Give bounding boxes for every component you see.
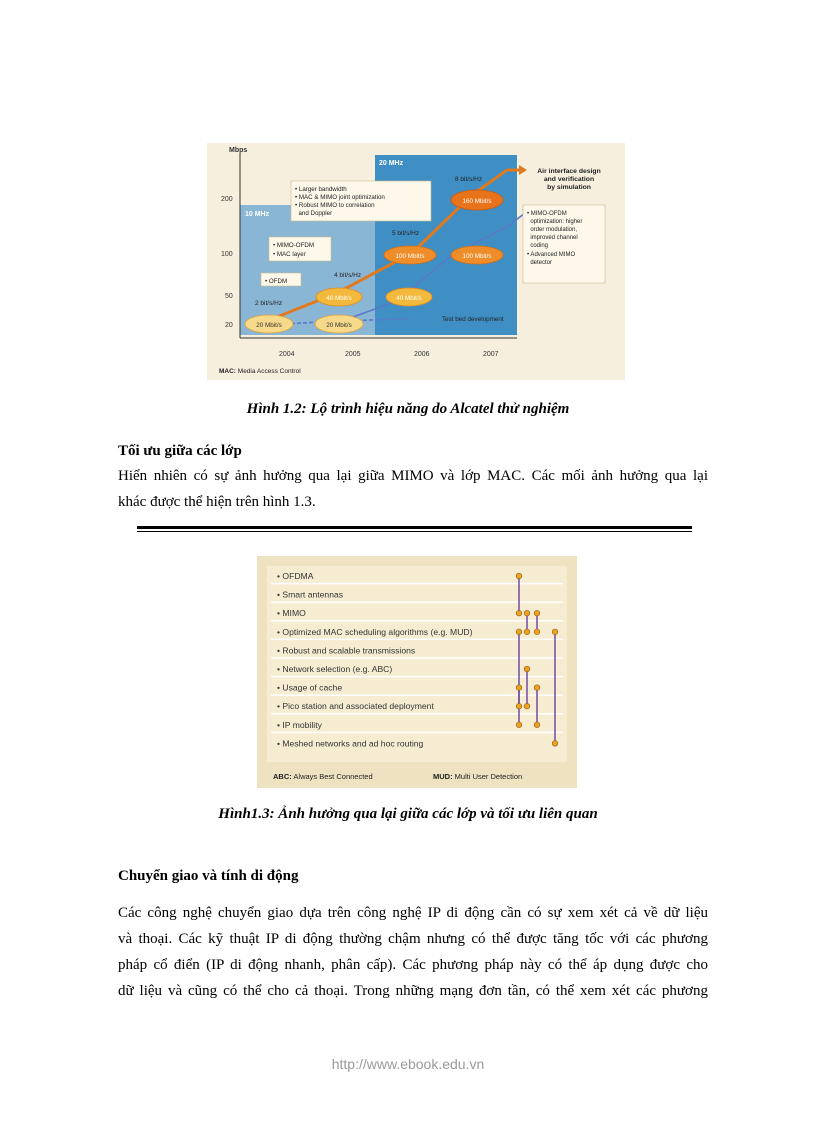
layer-item: • MIMO	[277, 608, 306, 619]
layer-item: • IP mobility	[277, 719, 322, 730]
box-line: and Doppler	[295, 210, 333, 217]
link-dot	[524, 610, 530, 616]
box-line: improved channel	[527, 235, 578, 241]
node-label: 100 Mbit/s	[395, 253, 425, 260]
node-label: 20 Mbit/s	[256, 322, 282, 329]
box-line: • MIMO-OFDM	[527, 211, 567, 217]
air-interface-line: and verification	[543, 176, 595, 183]
box-line: • MIMO-OFDM	[273, 242, 315, 249]
link-dot	[516, 685, 522, 691]
box-line: • Larger bandwidth	[295, 186, 347, 193]
text-line: pháp cổ điển (IP di động nhanh, phân cấp). Các phương pháp này có thể áp dụng được cho	[118, 957, 708, 973]
figure-caption: Hình 1.2: Lộ trình hiệu năng do Alcatel thử nghiệm	[246, 401, 570, 417]
figure-footnote: MAC: Media Access Control	[219, 368, 301, 375]
section-heading: Chuyển giao và tính di động	[118, 868, 299, 884]
node-label: 40 Mbit/s	[326, 295, 352, 302]
abc-legend: ABC: Always Best Connected	[273, 772, 373, 781]
figure-cross-layer	[257, 556, 577, 788]
layer-item: • OFDMA	[277, 571, 314, 581]
node-label: 40 Mbit/s	[396, 295, 422, 302]
footer-url: http://www.ebook.edu.vn	[331, 1056, 485, 1072]
link-dot	[516, 722, 522, 728]
link-dot	[524, 703, 530, 709]
x-tick: 2004	[279, 351, 295, 358]
link-dot	[516, 610, 522, 616]
text-line: Các công nghệ chuyển giao dựa trên công nghệ IP di động cần có sự xem xét cả về dữ liệu	[118, 905, 708, 921]
efficiency-label: 4 bit/s/Hz	[334, 272, 362, 279]
link-dot	[524, 629, 530, 635]
link-dot	[516, 703, 522, 709]
band-label-10: 10 MHz	[245, 211, 270, 218]
layer-item: • Pico station and associated deployment	[277, 701, 434, 712]
y-axis-label: Mbps	[229, 147, 248, 154]
air-interface-line: Air interface design	[537, 168, 601, 175]
divider	[137, 526, 692, 529]
box-line: • MAC & MIMO joint optimization	[295, 194, 385, 201]
link-dot	[516, 629, 522, 635]
link-dot	[524, 666, 530, 672]
figure-performance-roadmap	[207, 143, 625, 380]
node-label: 20 Mbit/s	[326, 322, 352, 329]
link-dot	[552, 629, 558, 635]
y-tick: 20	[225, 322, 233, 329]
node-label: 160 Mbit/s	[462, 198, 492, 205]
text-line: và thoại. Các kỹ thuật IP di động thường chậm nhưng có thể được tăng tốc với các phương	[118, 931, 708, 947]
link-dot	[534, 610, 540, 616]
layer-item: • Smart antennas	[277, 589, 344, 600]
layer-item: • Optimized MAC scheduling algorithms (e.g. MUD)	[277, 626, 473, 637]
section-heading: Tối ưu giữa các lớp	[118, 443, 242, 459]
link-dot	[534, 685, 540, 691]
text-line: khác được thể hiện trên hình 1.3.	[118, 494, 316, 510]
box-line: coding	[527, 243, 549, 249]
box-line: • Robust MIMO to correlation	[295, 202, 375, 209]
air-interface-line: by simulation	[547, 184, 591, 191]
x-tick: 2007	[483, 351, 499, 358]
testbed-label: Test bed development	[442, 316, 504, 323]
x-tick: 2006	[414, 351, 430, 358]
layer-item: • Robust and scalable transmissions	[277, 645, 416, 656]
box-line: detector	[527, 260, 553, 266]
paragraph	[118, 900, 708, 1004]
figure-caption: Hình1.3: Ảnh hưởng qua lại giữa các lớp và tối ưu liên quan	[218, 806, 598, 822]
text-line: dữ liệu và cũng có thể cho cả thoại. Trong những mạng đơn tần, có thể xem xét các phương	[118, 983, 708, 999]
box-line: • MAC layer	[273, 251, 306, 258]
box-line: • OFDM	[265, 278, 288, 285]
y-tick: 100	[221, 251, 233, 258]
band-label-20: 20 MHz	[379, 160, 404, 167]
y-tick: 200	[221, 196, 233, 203]
layer-item: • Meshed networks and ad hoc routing	[277, 738, 424, 749]
link-dot	[552, 741, 558, 747]
efficiency-label: 8 bit/s/Hz	[455, 176, 483, 183]
text-line: Hiển nhiên có sự ảnh hưởng qua lại giữa MIMO và lớp MAC. Các mối ảnh hưởng qua lại	[118, 468, 708, 484]
layer-item: • Network selection (e.g. ABC)	[277, 664, 393, 674]
mud-legend: MUD: Multi User Detection	[433, 772, 523, 781]
box-line: order modulation,	[527, 227, 578, 233]
node-label: 100 Mbit/s	[462, 253, 492, 260]
paragraph	[118, 463, 708, 515]
link-dot	[534, 722, 540, 728]
box-line: optimization: higher	[527, 219, 583, 225]
efficiency-label: 2 bit/s/Hz	[255, 300, 283, 307]
link-dot	[534, 629, 540, 635]
efficiency-label: 5 bit/s/Hz	[392, 230, 420, 237]
divider	[137, 531, 692, 532]
box-line: • Advanced MIMO	[527, 252, 576, 258]
layer-item: • Usage of cache	[277, 682, 343, 693]
x-tick: 2005	[345, 351, 361, 358]
y-tick: 50	[225, 293, 233, 300]
link-dot	[516, 573, 522, 579]
